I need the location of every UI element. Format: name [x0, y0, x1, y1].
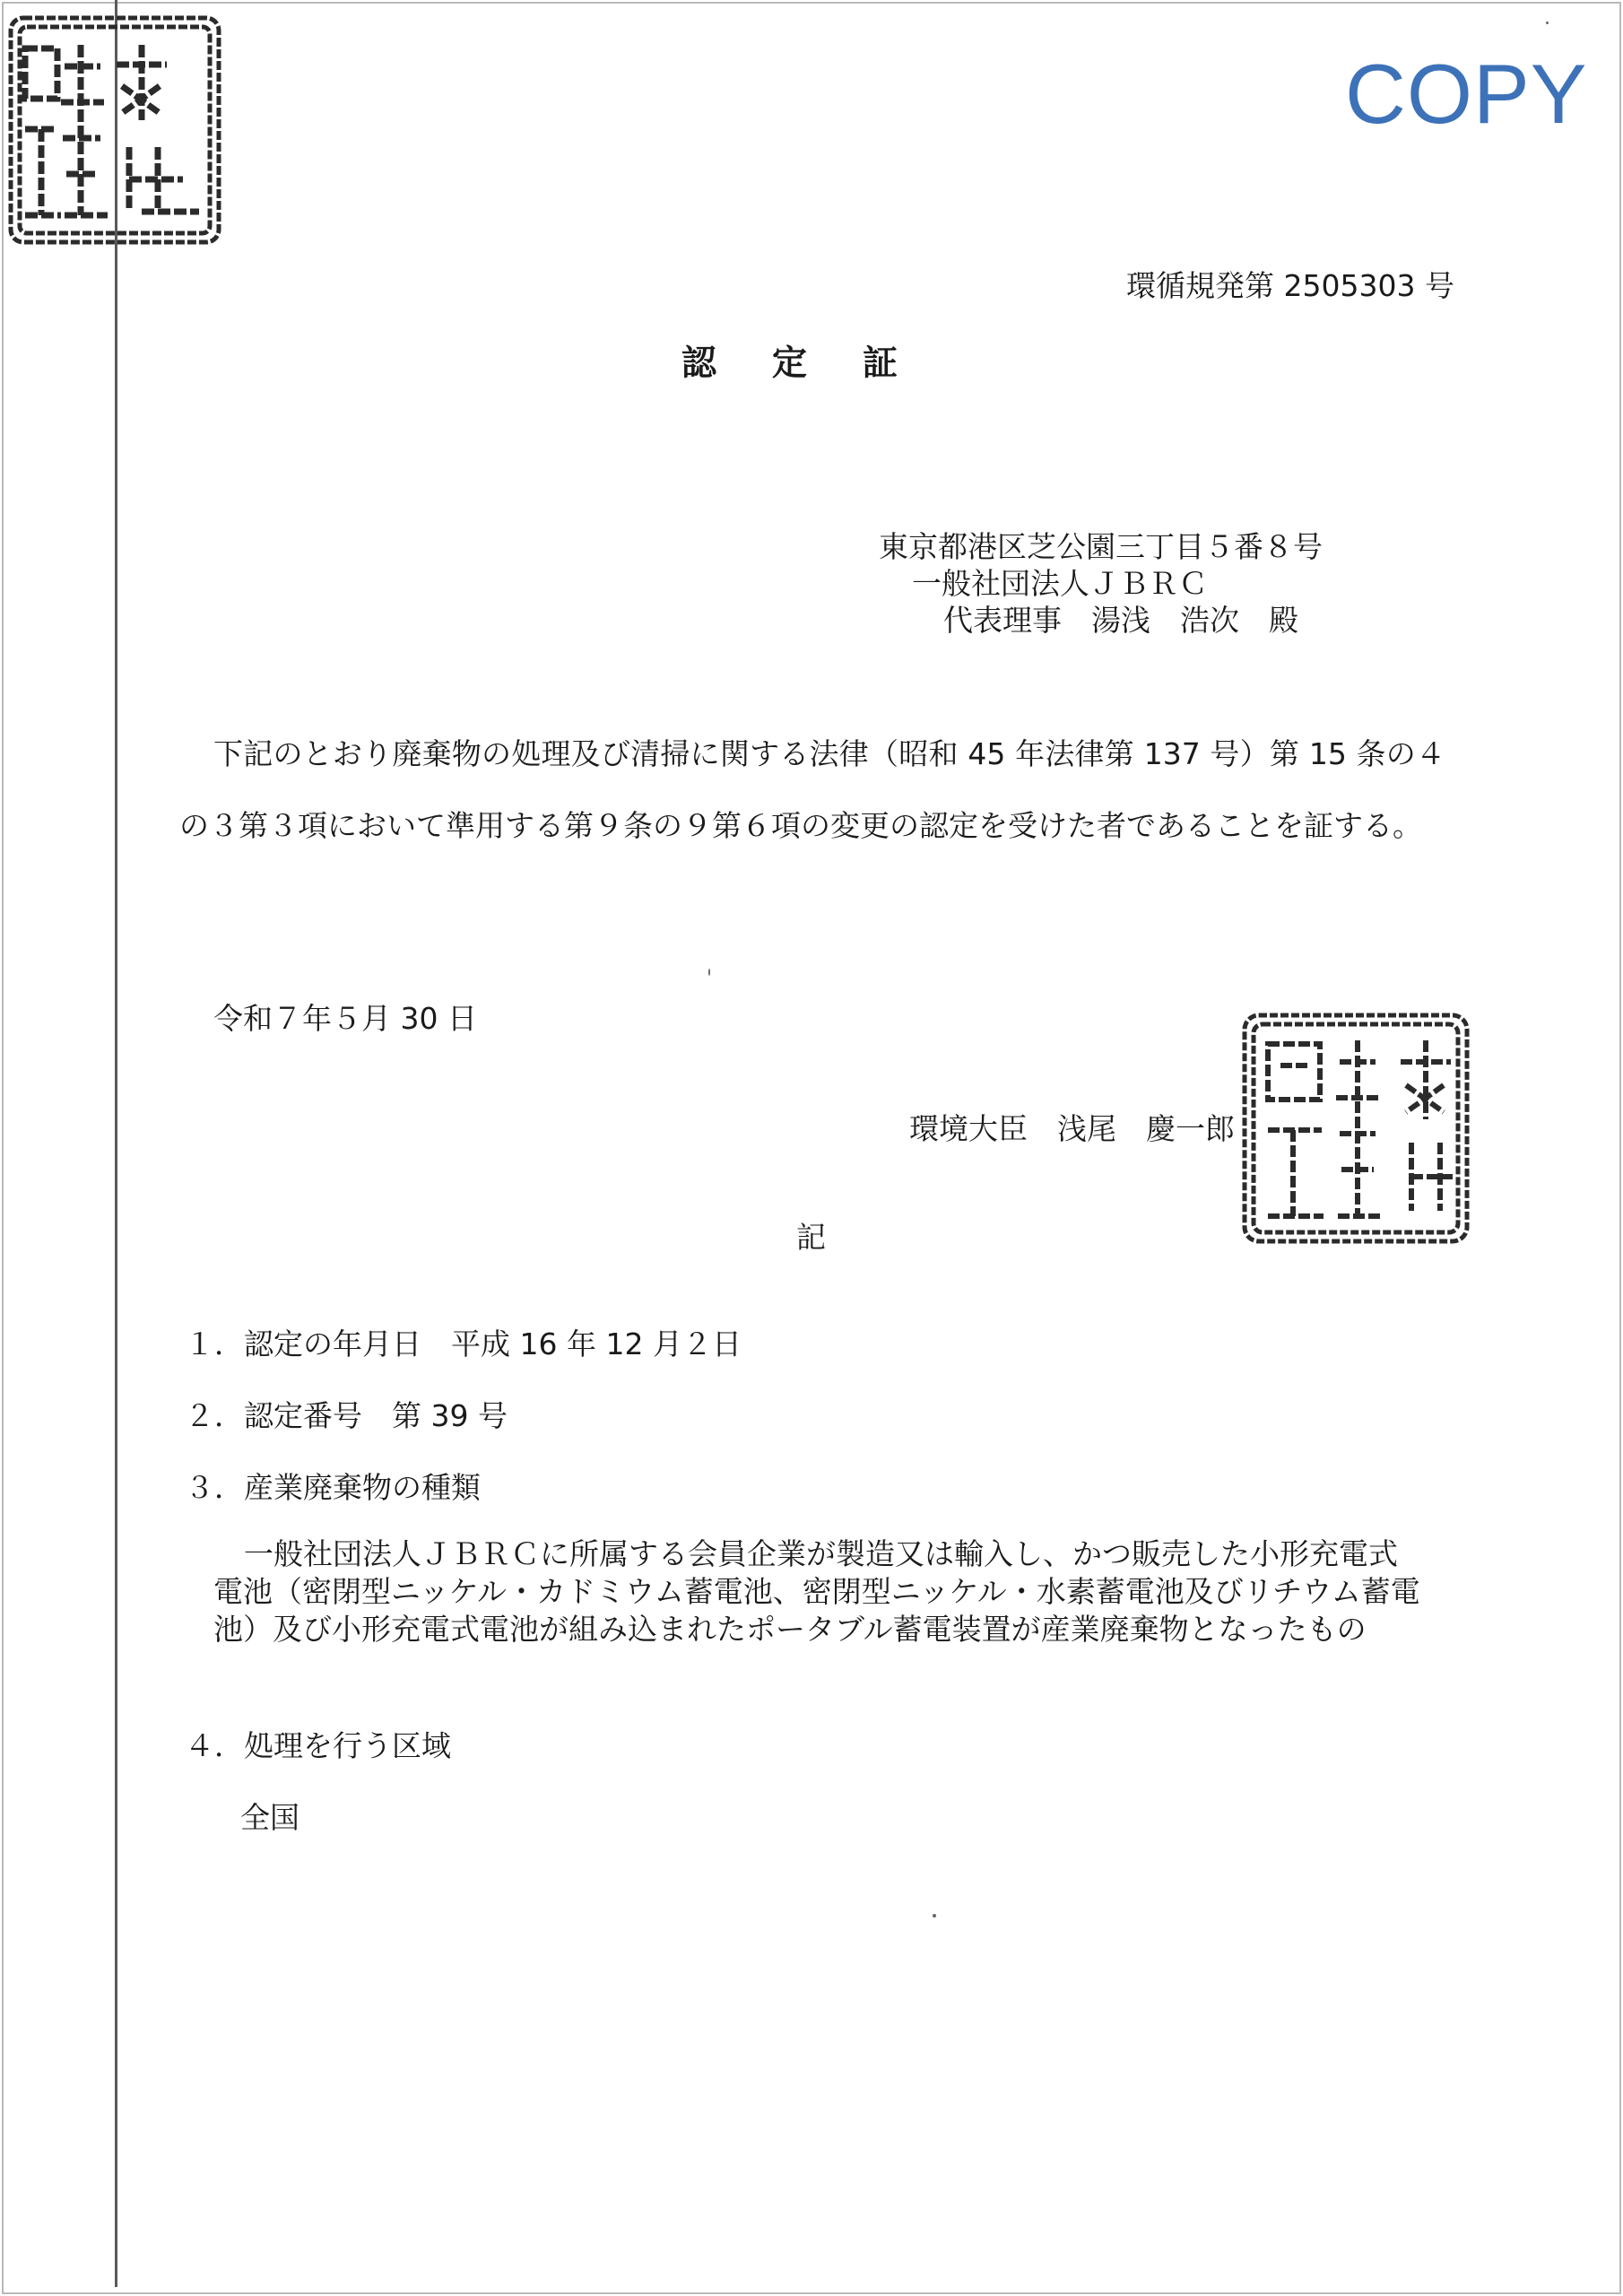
- scan-speck: [933, 1914, 936, 1918]
- title-char: 定: [772, 344, 808, 384]
- ministry-seal-icon: [7, 13, 224, 251]
- scan-speck: [708, 969, 710, 976]
- scan-speck: [1546, 22, 1549, 24]
- document-number: 環循規発第 2505303 号: [1126, 268, 1454, 303]
- title-char: 認: [681, 344, 717, 384]
- item-waste-type: ３．産業廃棄物の種類: [185, 1470, 481, 1505]
- issuer-name: 環境大臣 浅尾 慶一郎: [909, 1111, 1235, 1146]
- recipient-representative: 代表理事 湯浅 浩次 殿: [943, 603, 1298, 638]
- ministry-seal-icon: [1241, 1012, 1471, 1248]
- item-waste-type-detail: 一般社団法人ＪＢＲＣに所属する会員企業が製造又は輸入し、かつ販売した小形充電式電池（密閉型ニッケル・カドミウム蓄電池、密閉型ニッケル・水素蓄電池及びリチウム蓄電池）及び小形充電式電池が組み込まれたポータブル蓄電装置が産業廃棄物となったもの: [213, 1536, 1420, 1647]
- copy-watermark: COPY: [1345, 47, 1588, 141]
- item-processing-area-detail: 全国: [240, 1800, 299, 1835]
- title-char: 証: [863, 344, 898, 384]
- recipient-organization: 一般社団法人ＪＢＲＣ: [912, 566, 1208, 601]
- ki-heading: 記: [796, 1220, 826, 1255]
- recipient-address: 東京都港区芝公園三丁目５番８号: [879, 529, 1323, 564]
- item-processing-area: ４．処理を行う区域: [185, 1728, 451, 1763]
- issue-date: 令和７年５月 30 日: [213, 1001, 477, 1036]
- item-approval-date: １．認定の年月日 平成 16 年 12 月２日: [185, 1326, 742, 1361]
- page-title: [681, 335, 898, 386]
- certification-text: 下記のとおり廃棄物の処理及び清掃に関する法律（昭和 45 年法律第 137 号）第 15 条の４の３第３項において準用する第９条の９第６項の変更の認定を受けた者であることを証する。: [179, 736, 1445, 843]
- item-approval-number: ２．認定番号 第 39 号: [185, 1398, 508, 1433]
- binding-line: [115, 0, 117, 2287]
